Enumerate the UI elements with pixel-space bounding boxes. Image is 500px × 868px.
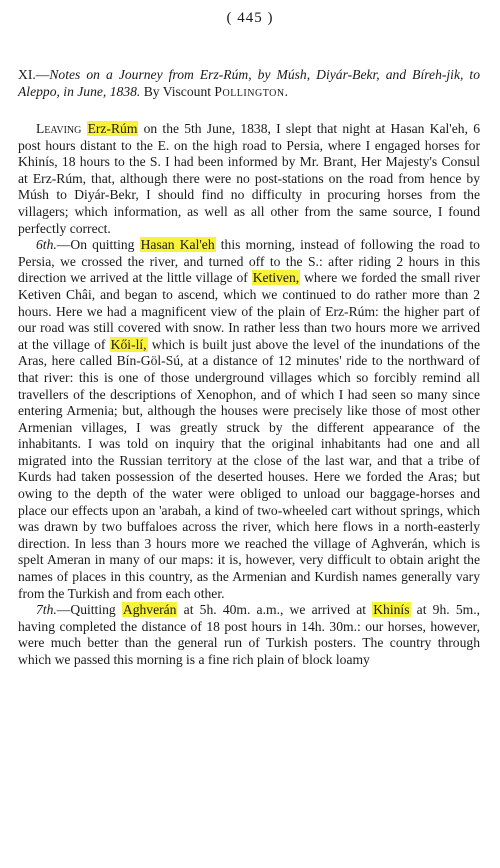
article-heading	[18, 66, 480, 100]
highlighted-place-name: Kői-lí,	[110, 336, 147, 352]
body-text	[18, 121, 480, 669]
byline-prefix: By Viscount	[140, 84, 215, 99]
highlighted-place-name: Ketiven,	[252, 270, 300, 286]
text-run: on the 5th June, 1838, I slept that night at Hasan Kal'eh, 6 post hours distant to the E. on the high road to Persia, where I engaged horses for Khinís, 18 hours to the S. I had been informed by Mr. Brant, Her Majesty's Consul at Erz-Rúm, that, although there were no post-stations on the road from hence by Músh to Diyár-Bekr, I should find no difficulty in procuring horses from the villagers; which information, as well as all other from the same source, I found perfectly correct.	[18, 121, 480, 236]
article-title: Notes on a Journey from Erz-Rúm, by Músh, Diyár-Bekr, and Bíreh-jik, to Aleppo, in June, 1838.	[18, 67, 480, 99]
highlighted-place-name: Khinís	[373, 602, 410, 618]
text-run: Leaving	[36, 121, 82, 136]
highlighted-place-name: Aghverán	[122, 602, 177, 618]
date-label: 7th.	[36, 602, 57, 618]
text-run: where we forded the small river Ketiven Châi, and began to ascend, which we continued to do rather more than 2 hours. Here we had a magnificent view of the plain of Erz-Rúm: the higher part of our road was still covered with snow. In rather less than two hours more we arrived at the village of	[18, 270, 480, 352]
highlighted-place-name: Erz-Rúm	[87, 121, 138, 136]
article-number: XI.—	[18, 67, 50, 82]
text-run: —On quitting	[56, 237, 140, 253]
text-run: —Quitting	[56, 602, 122, 618]
date-label: 6th.	[36, 237, 57, 253]
author-name: Pollington.	[214, 84, 289, 99]
text-run: which is built just above the level of the inundations of the Aras, here called Bín-Göl-Sú, at a distance of 12 minutes' ride to the northward of that river: this is one of those underground villages which so forcibly remind all travellers of the descriptions of Xenophon, and of which I had seen so many since entering Armenia; but, although the houses were precisely like those of most other Armenian villages, I was greatly struck by the different appearance of the inhabitants. I was told on inquiry that the original inhabitants had one and all migrated into the Russian territory at the close of the last war, and that a tribe of Kurds had taken possession of the deserted houses. Here we forded the Aras; but owing to the depth of the water were obliged to unload our baggage-horses and place our effects upon an 'arabah, a kind of two-wheeled cart without springs, which was drawn by two buffaloes across the river, which here flows in a north-easterly direction. In less than 3 hours more we reached the village of Aghverán, which is spelt Ameran in many of our maps: it is, however, very difficult to obtain aright the names of places in this country, as the Armenian and Kurdish names generally vary from the Turkish and from each other.	[18, 336, 480, 601]
text-run: at 9h. 5m., having completed the distance of 18 post hours in 14h. 30m.: our horses, however, were much better than the general run of Turkish posters. The country through which we passed this morning is a fine rich plain of block loamy	[18, 602, 481, 667]
paragraph	[18, 602, 480, 668]
text-run: at 5h. 40m. a.m., we arrived at	[177, 602, 373, 618]
text-run	[81, 121, 86, 136]
paragraph	[18, 237, 480, 602]
text-run: this morning, instead of following the road to Persia, we crossed the river, and turned off to the S.: after riding 2 hours in this direction we arrived at the little village of	[18, 237, 480, 286]
page-number: ( 445 )	[226, 10, 274, 26]
paragraph	[18, 121, 480, 237]
highlighted-place-name: Hasan Kal'eh	[140, 237, 215, 253]
